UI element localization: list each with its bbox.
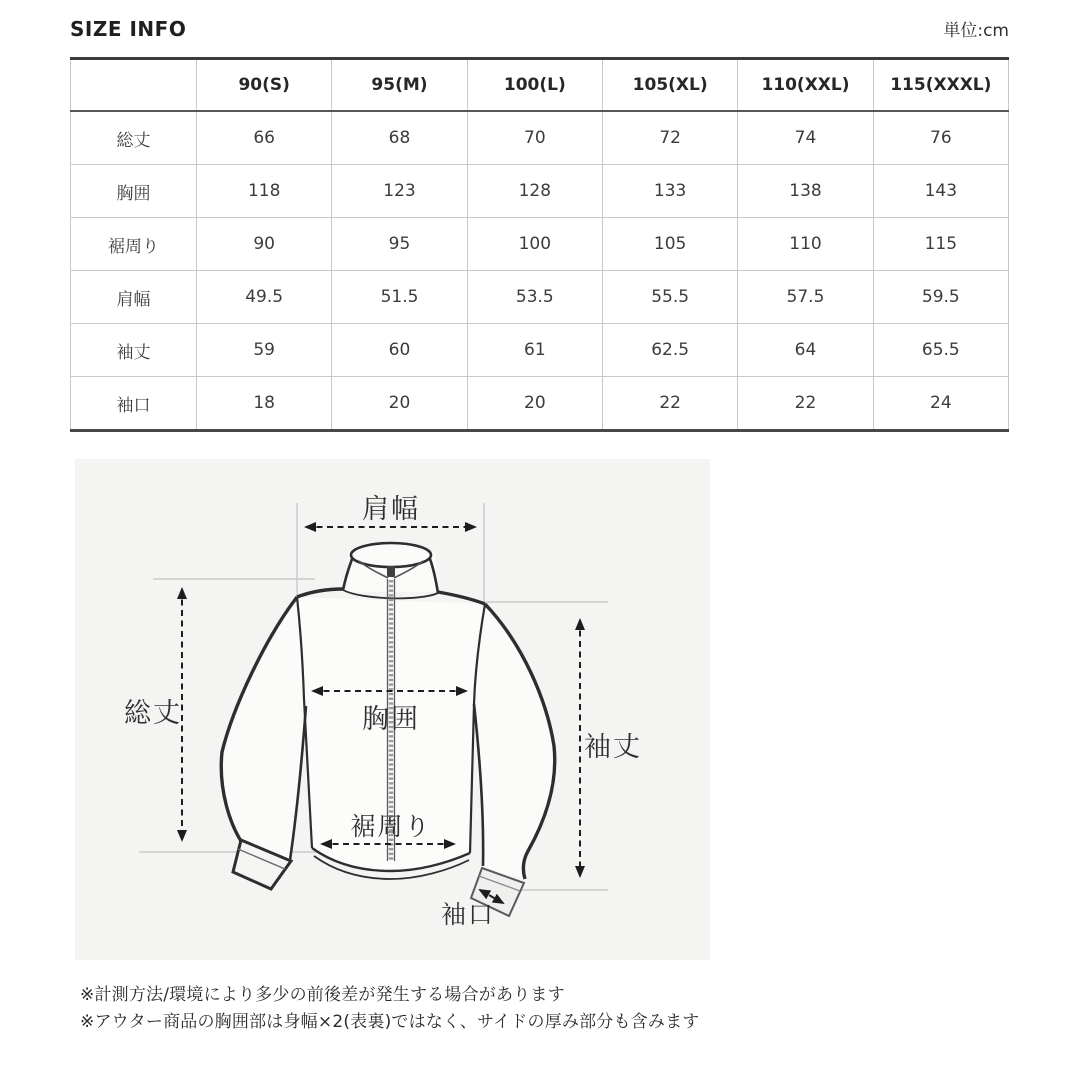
zipper-pull — [387, 566, 395, 577]
row-label-cell: 胸囲 — [71, 165, 197, 218]
size-value-cell: 62.5 — [602, 324, 737, 377]
size-value-cell: 57.5 — [738, 271, 873, 324]
footnotes — [80, 982, 699, 1036]
size-column-header: 115(XXXL) — [873, 59, 1008, 112]
table-body — [71, 111, 1009, 431]
title-bar — [70, 16, 1009, 41]
sleeve-length-label: 袖丈 — [584, 732, 642, 763]
size-value-cell: 90 — [197, 218, 332, 271]
size-column-header: 100(L) — [467, 59, 602, 112]
size-table — [70, 57, 1009, 432]
cuff-label: 袖口 — [440, 900, 496, 929]
size-value-cell: 49.5 — [197, 271, 332, 324]
footnote-item: ※アウター商品の胸囲部は身幅×2(表裏)ではなく、サイドの厚み部分も含みます — [80, 1012, 700, 1032]
size-column-header: 90(S) — [197, 59, 332, 112]
total-length-label: 総丈 — [124, 698, 182, 729]
size-value-cell: 59 — [197, 324, 332, 377]
shoulder-line-left — [297, 589, 343, 597]
size-column-header: 110(XXL) — [738, 59, 873, 112]
size-value-cell: 65.5 — [873, 324, 1008, 377]
measurement-row — [71, 324, 1009, 377]
size-value-cell: 66 — [197, 111, 332, 165]
row-label-cell: 袖口 — [71, 377, 197, 431]
size-value-cell: 76 — [873, 111, 1008, 165]
size-value-cell: 55.5 — [602, 271, 737, 324]
measurement-diagram-panel — [75, 459, 710, 960]
size-value-cell: 123 — [332, 165, 467, 218]
unit-label: 単位:cm — [943, 21, 1009, 41]
measurement-row — [71, 271, 1009, 324]
jacket-measurement-diagram — [75, 459, 710, 960]
size-value-cell: 20 — [332, 377, 467, 431]
measurement-row — [71, 218, 1009, 271]
row-label-cell: 肩幅 — [71, 271, 197, 324]
size-value-cell: 60 — [332, 324, 467, 377]
measurement-row — [71, 111, 1009, 165]
shoulder-width-label: 肩幅 — [362, 494, 420, 525]
size-value-cell: 115 — [873, 218, 1008, 271]
measurement-row — [71, 377, 1009, 431]
hem-label: 裾周り — [350, 812, 432, 841]
size-value-cell: 20 — [467, 377, 602, 431]
size-value-cell: 133 — [602, 165, 737, 218]
size-value-cell: 105 — [602, 218, 737, 271]
size-value-cell: 18 — [197, 377, 332, 431]
row-label-cell: 総丈 — [71, 111, 197, 165]
size-value-cell: 74 — [738, 111, 873, 165]
size-value-cell: 110 — [738, 218, 873, 271]
shoulder-line-right — [438, 592, 485, 604]
size-column-header: 105(XL) — [602, 59, 737, 112]
size-value-cell: 70 — [467, 111, 602, 165]
size-value-cell: 61 — [467, 324, 602, 377]
footnote-item: ※計測方法/環境により多少の前後差が発生する場合があります — [80, 985, 565, 1005]
size-value-cell: 64 — [738, 324, 873, 377]
size-value-cell: 24 — [873, 377, 1008, 431]
page-title: SIZE INFO — [70, 17, 187, 41]
size-value-cell: 100 — [467, 218, 602, 271]
size-value-cell: 22 — [738, 377, 873, 431]
size-value-cell: 128 — [467, 165, 602, 218]
corner-cell — [71, 59, 197, 112]
size-value-cell: 118 — [197, 165, 332, 218]
size-value-cell: 95 — [332, 218, 467, 271]
chest-label: 胸囲 — [362, 704, 420, 735]
size-value-cell: 68 — [332, 111, 467, 165]
size-value-cell: 143 — [873, 165, 1008, 218]
size-value-cell: 51.5 — [332, 271, 467, 324]
row-label-cell: 裾周り — [71, 218, 197, 271]
size-value-cell: 22 — [602, 377, 737, 431]
size-value-cell: 59.5 — [873, 271, 1008, 324]
row-label-cell: 袖丈 — [71, 324, 197, 377]
size-value-cell: 72 — [602, 111, 737, 165]
table-header-row — [71, 59, 1009, 112]
size-value-cell: 53.5 — [467, 271, 602, 324]
measurement-row — [71, 165, 1009, 218]
size-column-header: 95(M) — [332, 59, 467, 112]
size-value-cell: 138 — [738, 165, 873, 218]
